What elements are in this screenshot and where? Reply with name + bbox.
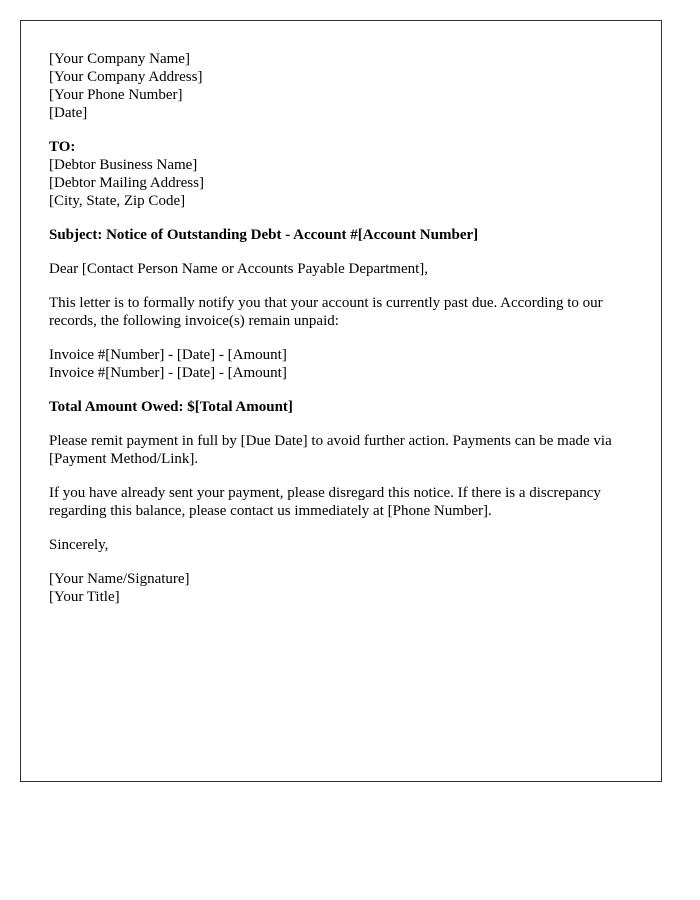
- signature-title: [Your Title]: [49, 589, 120, 605]
- letter-date: [Date]: [49, 105, 88, 121]
- total-owed: Total Amount Owed: $[Total Amount]: [49, 399, 293, 415]
- invoice-list: [49, 346, 633, 382]
- signature-name: [Your Name/Signature]: [49, 571, 190, 587]
- recipient-business-name: [Debtor Business Name]: [49, 157, 198, 173]
- salutation: Dear [Contact Person Name or Accounts Payable Department],: [49, 261, 429, 277]
- recipient-block: [49, 138, 633, 210]
- recipient-mailing-address: [Debtor Mailing Address]: [49, 175, 204, 191]
- sender-block: [49, 50, 633, 122]
- intro-paragraph: This letter is to formally notify you that your account is currently past due. According to our records, the following invoice(s) remain unpaid:: [49, 295, 603, 329]
- disclaimer-paragraph: If you have already sent your payment, please disregard this notice. If there is a discrepancy regarding this balance, please contact us immediately at [Phone Number].: [49, 485, 601, 519]
- letter: [20, 20, 662, 782]
- subject-line: Subject: Notice of Outstanding Debt - Account #[Account Number]: [49, 227, 479, 243]
- closing: Sincerely,: [49, 537, 109, 553]
- sender-company-name: [Your Company Name]: [49, 51, 190, 67]
- invoice-item: Invoice #[Number] - [Date] - [Amount]: [49, 365, 287, 381]
- signature-block: [49, 570, 633, 606]
- sender-phone: [Your Phone Number]: [49, 87, 183, 103]
- recipient-label: TO:: [49, 139, 76, 155]
- payment-request-paragraph: Please remit payment in full by [Due Date] to avoid further action. Payments can be made via [Payment Method/Link].: [49, 433, 612, 467]
- recipient-city-state-zip: [City, State, Zip Code]: [49, 193, 186, 209]
- sender-company-address: [Your Company Address]: [49, 69, 203, 85]
- invoice-item: Invoice #[Number] - [Date] - [Amount]: [49, 347, 287, 363]
